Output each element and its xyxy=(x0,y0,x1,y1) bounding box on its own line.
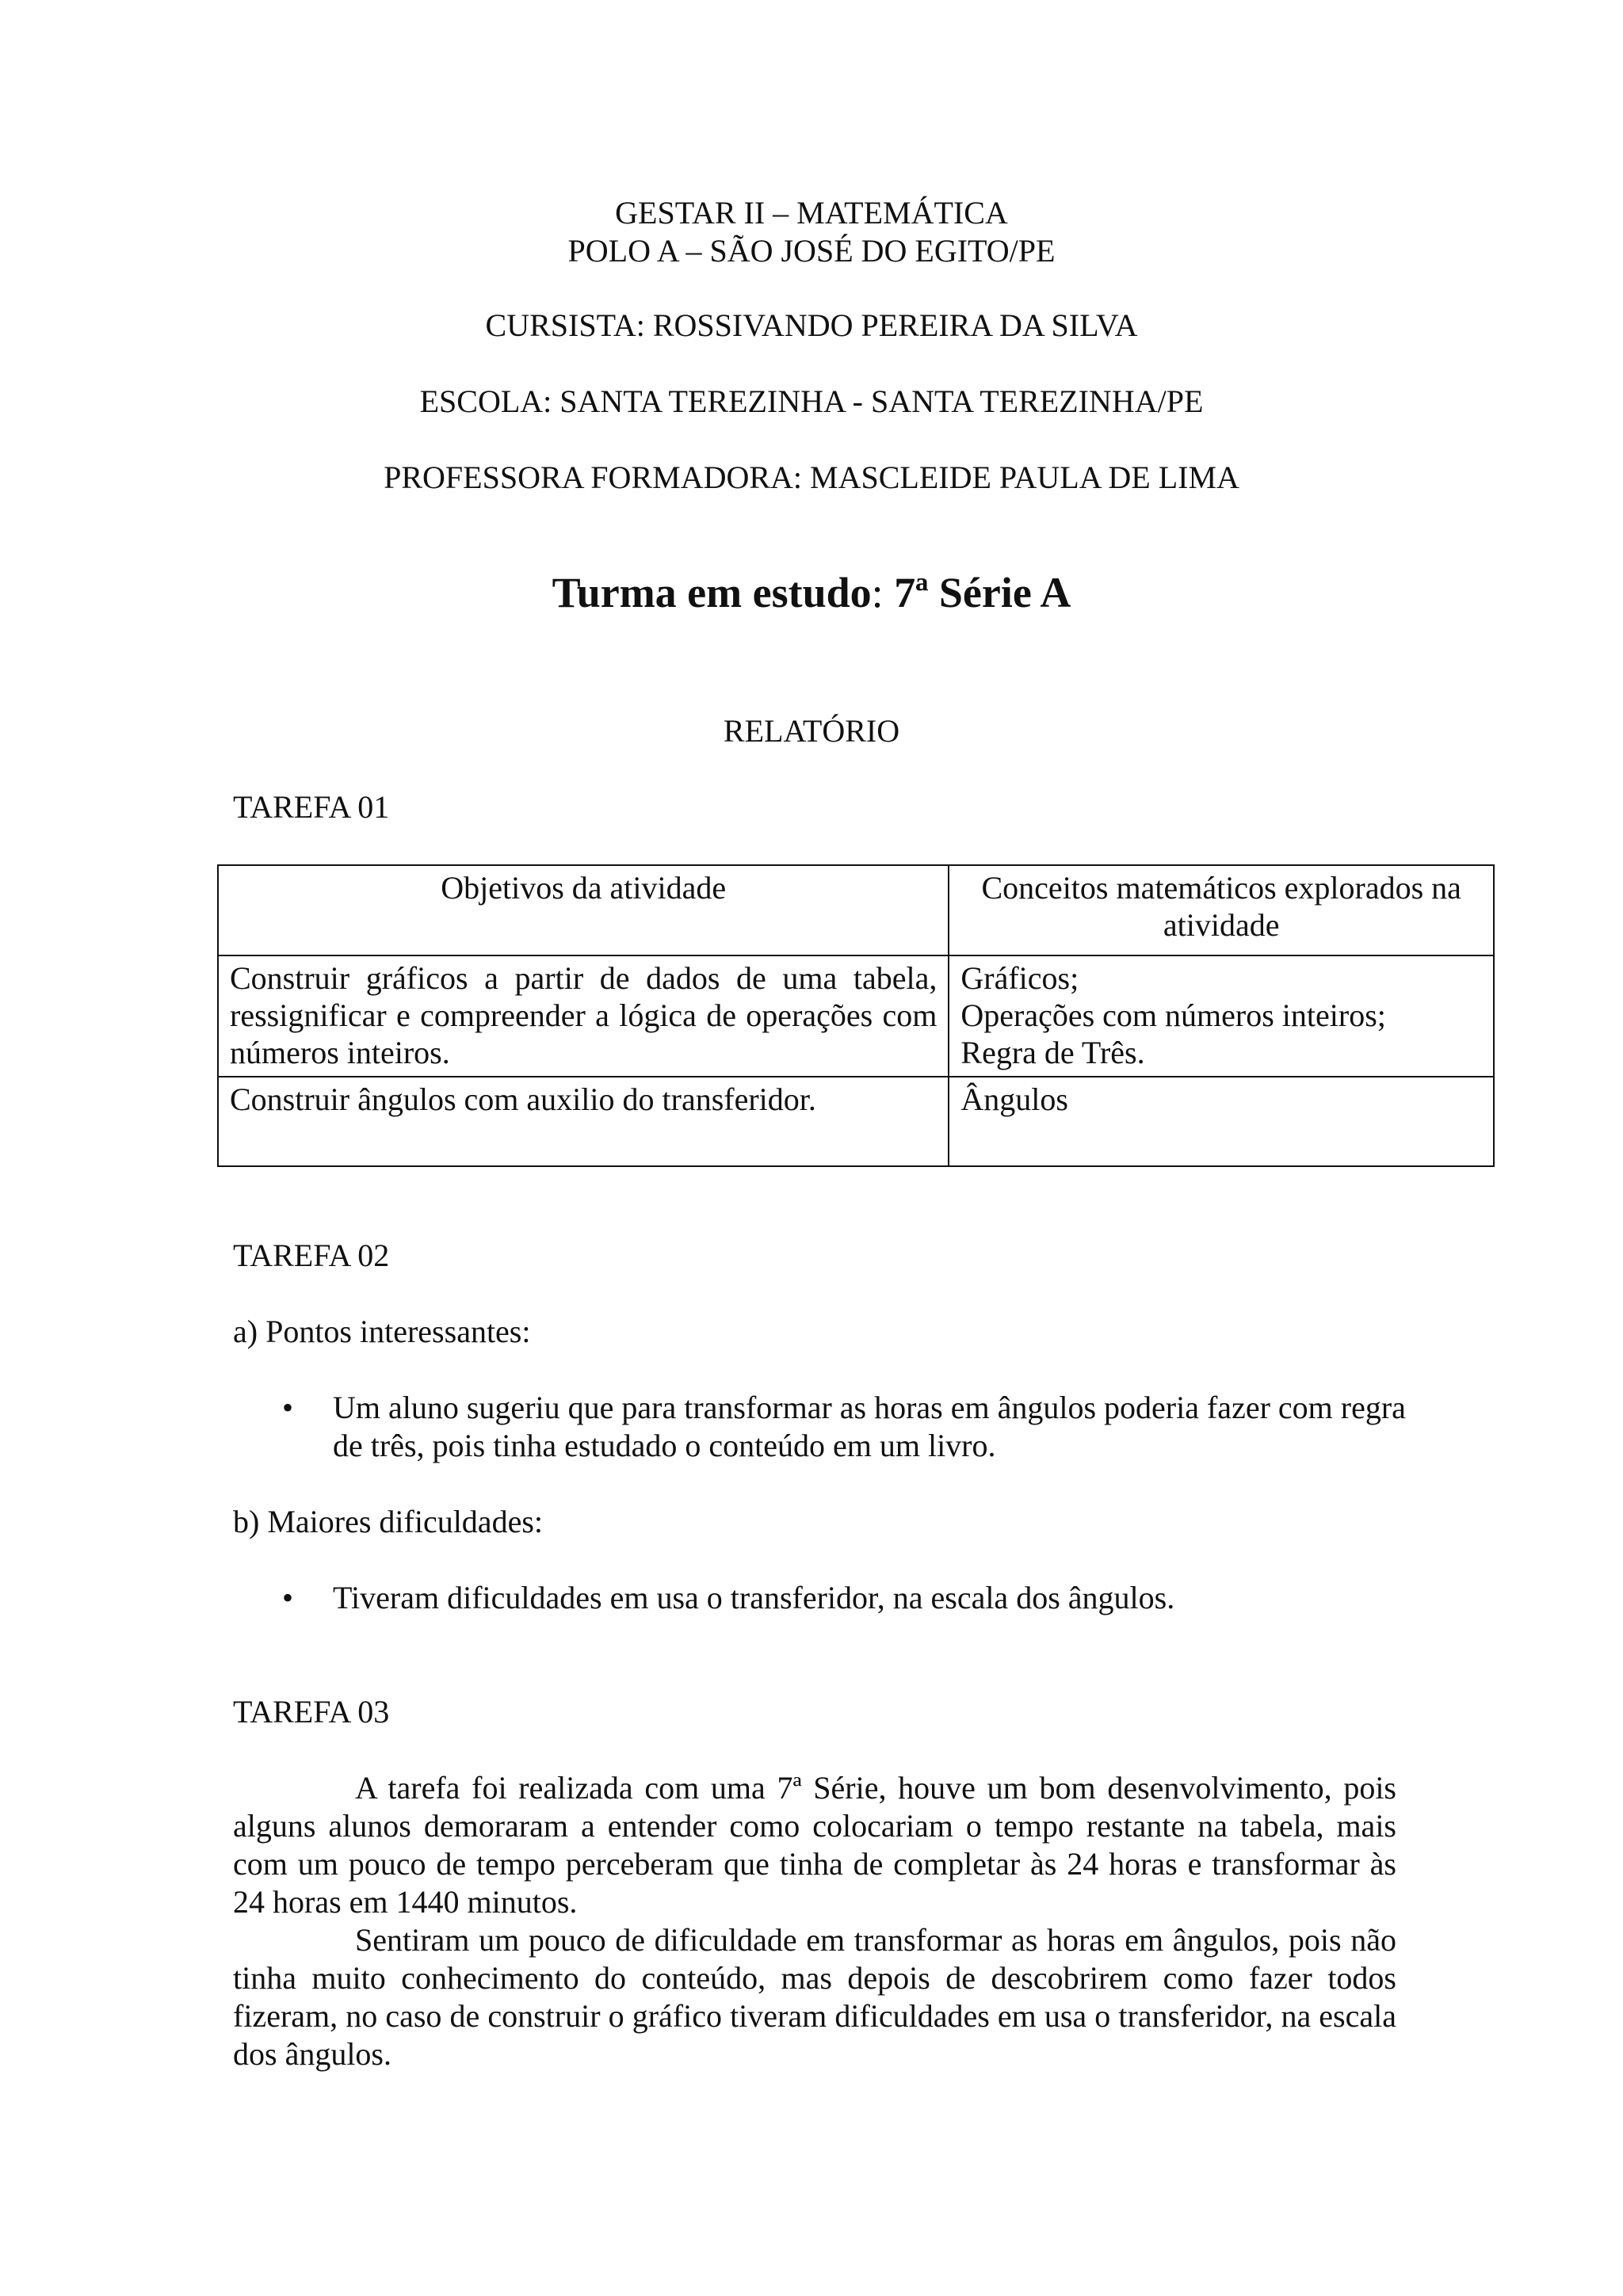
header-objectives: Objetivos da atividade xyxy=(218,865,949,955)
objectives-table xyxy=(217,864,1495,1167)
cursista-line: CURSISTA: ROSSIVANDO PEREIRA DA SILVA xyxy=(485,307,1138,343)
concept-item: Ângulos xyxy=(960,1081,1068,1117)
paragraph: Sentiram um pouco de dificuldade em transformar as horas em ângulos, pois não tinha muito conhecimento do conteúdo, mas depois de descobrirem como fazer todos fizeram, no caso de construir o gráfico tiveram dificuldades em usa o transferidor, na escala dos ângulos. xyxy=(233,1922,1396,2072)
row1-objective: Construir gráficos a partir de dados de uma tabela, ressignificar e compreender a lógica de operações com números inteiros. xyxy=(218,955,949,1077)
page-title xyxy=(0,568,1623,617)
tarefa03-body xyxy=(233,1769,1396,2073)
report-label: RELATÓRIO xyxy=(723,713,900,749)
table-header-row xyxy=(218,865,1494,955)
program-heading: GESTAR II – MATEMÁTICA xyxy=(615,195,1008,231)
dificuldades-bullet-text: Tiveram dificuldades em usa o transferidor, na escala dos ângulos. xyxy=(333,1580,1175,1615)
pontos-interessantes-label: a) Pontos interessantes: xyxy=(233,1314,531,1349)
title-prefix: Turma em estudo xyxy=(552,569,872,616)
escola-line: ESCOLA: SANTA TEREZINHA - SANTA TEREZINHA/PE xyxy=(419,383,1204,419)
polo-heading: POLO A – SÃO JOSÉ DO EGITO/PE xyxy=(567,233,1056,269)
concept-item: Operações com números inteiros; xyxy=(960,997,1386,1033)
concept-item: Gráficos; xyxy=(960,960,1079,996)
title-colon: : xyxy=(871,569,884,616)
tarefa03-label: TAREFA 03 xyxy=(233,1694,390,1730)
professora-line: PROFESSORA FORMADORA: MASCLEIDE PAULA DE LIMA xyxy=(384,460,1239,495)
tarefa01-label: TAREFA 01 xyxy=(233,789,390,825)
header-concepts: Conceitos matemáticos explorados na atividade xyxy=(949,865,1494,955)
title-serie: 7ª Série A xyxy=(883,569,1071,616)
pontos-bullet-text: Um aluno sugeriu que para transformar as horas em ângulos poderia fazer com regra de três, pois tinha estudado o conteúdo em um livro. xyxy=(333,1390,1406,1463)
paragraph: A tarefa foi realizada com uma 7ª Série, houve um bom desenvolvimento, pois alguns alunos demoraram a entender como colocariam o tempo restante na tabela, mais com um pouco de tempo perceberam que tinha de completar às 24 horas e transformar às 24 horas em 1440 minutos. xyxy=(233,1770,1396,1920)
tarefa02-label: TAREFA 02 xyxy=(233,1238,390,1273)
bullet-icon: • xyxy=(282,1580,294,1615)
maiores-dificuldades-label: b) Maiores dificuldades: xyxy=(233,1504,543,1539)
row2-concepts xyxy=(949,1077,1494,1166)
table-row xyxy=(218,955,1494,1077)
row2-objective: Construir ângulos com auxilio do transferidor. xyxy=(218,1077,949,1166)
table-row xyxy=(218,1077,1494,1166)
row1-concepts xyxy=(949,955,1494,1077)
concept-item: Regra de Três. xyxy=(960,1035,1145,1070)
bullet-icon: • xyxy=(282,1390,294,1425)
